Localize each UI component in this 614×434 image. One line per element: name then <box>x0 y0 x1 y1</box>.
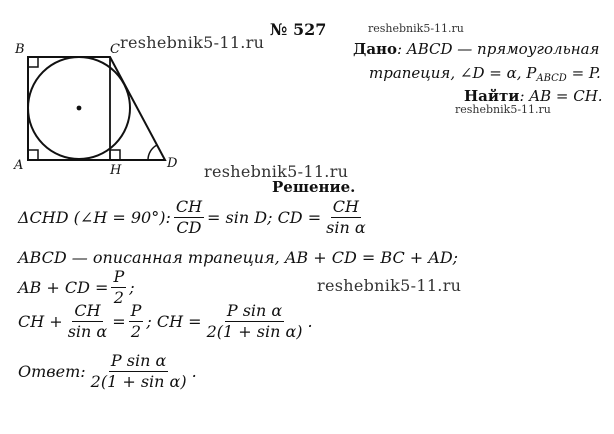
fraction-p-2-b <box>129 302 144 340</box>
watermark-top: reshebnik5-11.ru <box>120 33 265 52</box>
frac-den: 2 <box>130 321 142 341</box>
l1-prefix: ΔCHD (∠H = 90°): <box>18 207 171 227</box>
vertex-label-d: D <box>167 156 178 171</box>
find-label: Найти <box>464 87 520 105</box>
frac-den: sin α <box>326 217 366 237</box>
solution-line-2: ABCD — описанная трапеция, AB + CD = BC + AD; <box>18 248 459 267</box>
frac-num: P sin α <box>226 301 283 320</box>
frac-den: 2 <box>113 287 124 307</box>
frac-num: P <box>130 301 142 320</box>
frac-num: CH <box>74 301 101 320</box>
watermark-top-right: reshebnik5-11.ru <box>368 22 464 35</box>
fraction-p-2 <box>111 268 126 306</box>
fraction-ch-cd <box>174 198 204 236</box>
answer-line <box>18 352 197 390</box>
vertex-label-h: H <box>110 163 122 178</box>
angle-arc-d <box>148 145 157 160</box>
answer-suffix: . <box>191 361 197 381</box>
given-text-1: : ABCD — прямоугольная <box>397 40 600 58</box>
right-angle-b <box>28 57 38 67</box>
given-text-2a: трапеция, ∠D = α, P <box>369 64 537 82</box>
l4-mid: ; CH = <box>146 311 202 331</box>
fraction-ch-result <box>205 302 305 340</box>
answer-label: Ответ <box>18 361 81 381</box>
problem-number: № 527 <box>270 20 327 39</box>
frac-den: 2(1 + sin α) <box>90 371 187 391</box>
frac-den: sin α <box>67 321 108 341</box>
vertex-label-a: A <box>14 158 24 173</box>
watermark-right-mid: reshebnik5-11.ru <box>317 276 462 295</box>
l4-eq: = <box>112 311 126 331</box>
l4-prefix: CH + <box>18 311 63 331</box>
frac-den: 2(1 + sin α) <box>206 321 303 341</box>
l4-suffix: . <box>307 311 313 331</box>
fraction-ch-sin-2 <box>66 302 110 340</box>
given-line-2 <box>369 64 601 84</box>
frac-num: CH <box>332 197 359 216</box>
given-line-1 <box>353 40 600 58</box>
frac-num: P sin α <box>110 351 167 370</box>
frac-num: CH <box>175 197 203 216</box>
vertex-label-b: B <box>15 42 25 57</box>
trapezoid-outline <box>28 57 165 160</box>
vertex-label-c: C <box>110 42 120 57</box>
circle-center <box>77 106 82 111</box>
fraction-ch-sin <box>324 198 368 236</box>
frac-den: CD <box>176 217 202 237</box>
answer-colon: : <box>80 361 86 381</box>
find-text: : AB = CH. <box>519 87 603 105</box>
right-angle-a <box>28 150 38 160</box>
fraction-answer <box>89 352 189 390</box>
watermark-right-small: reshebnik5-11.ru <box>455 103 551 116</box>
right-angle-h <box>110 150 120 160</box>
solution-line-4 <box>18 302 313 340</box>
frac-num: P <box>113 267 125 286</box>
given-subscript: ABCD <box>536 73 567 84</box>
l3-prefix: AB + CD = <box>18 277 109 297</box>
find-line <box>464 87 603 105</box>
given-text-2b: = P. <box>566 64 601 82</box>
solution-title: Решение. <box>272 178 356 196</box>
watermark-center: reshebnik5-11.ru <box>204 162 349 181</box>
l3-suffix: ; <box>129 277 135 297</box>
solution-line-1 <box>18 198 371 236</box>
given-label: Дано <box>353 40 398 58</box>
l1-mid: = sin D; CD = <box>207 207 322 227</box>
